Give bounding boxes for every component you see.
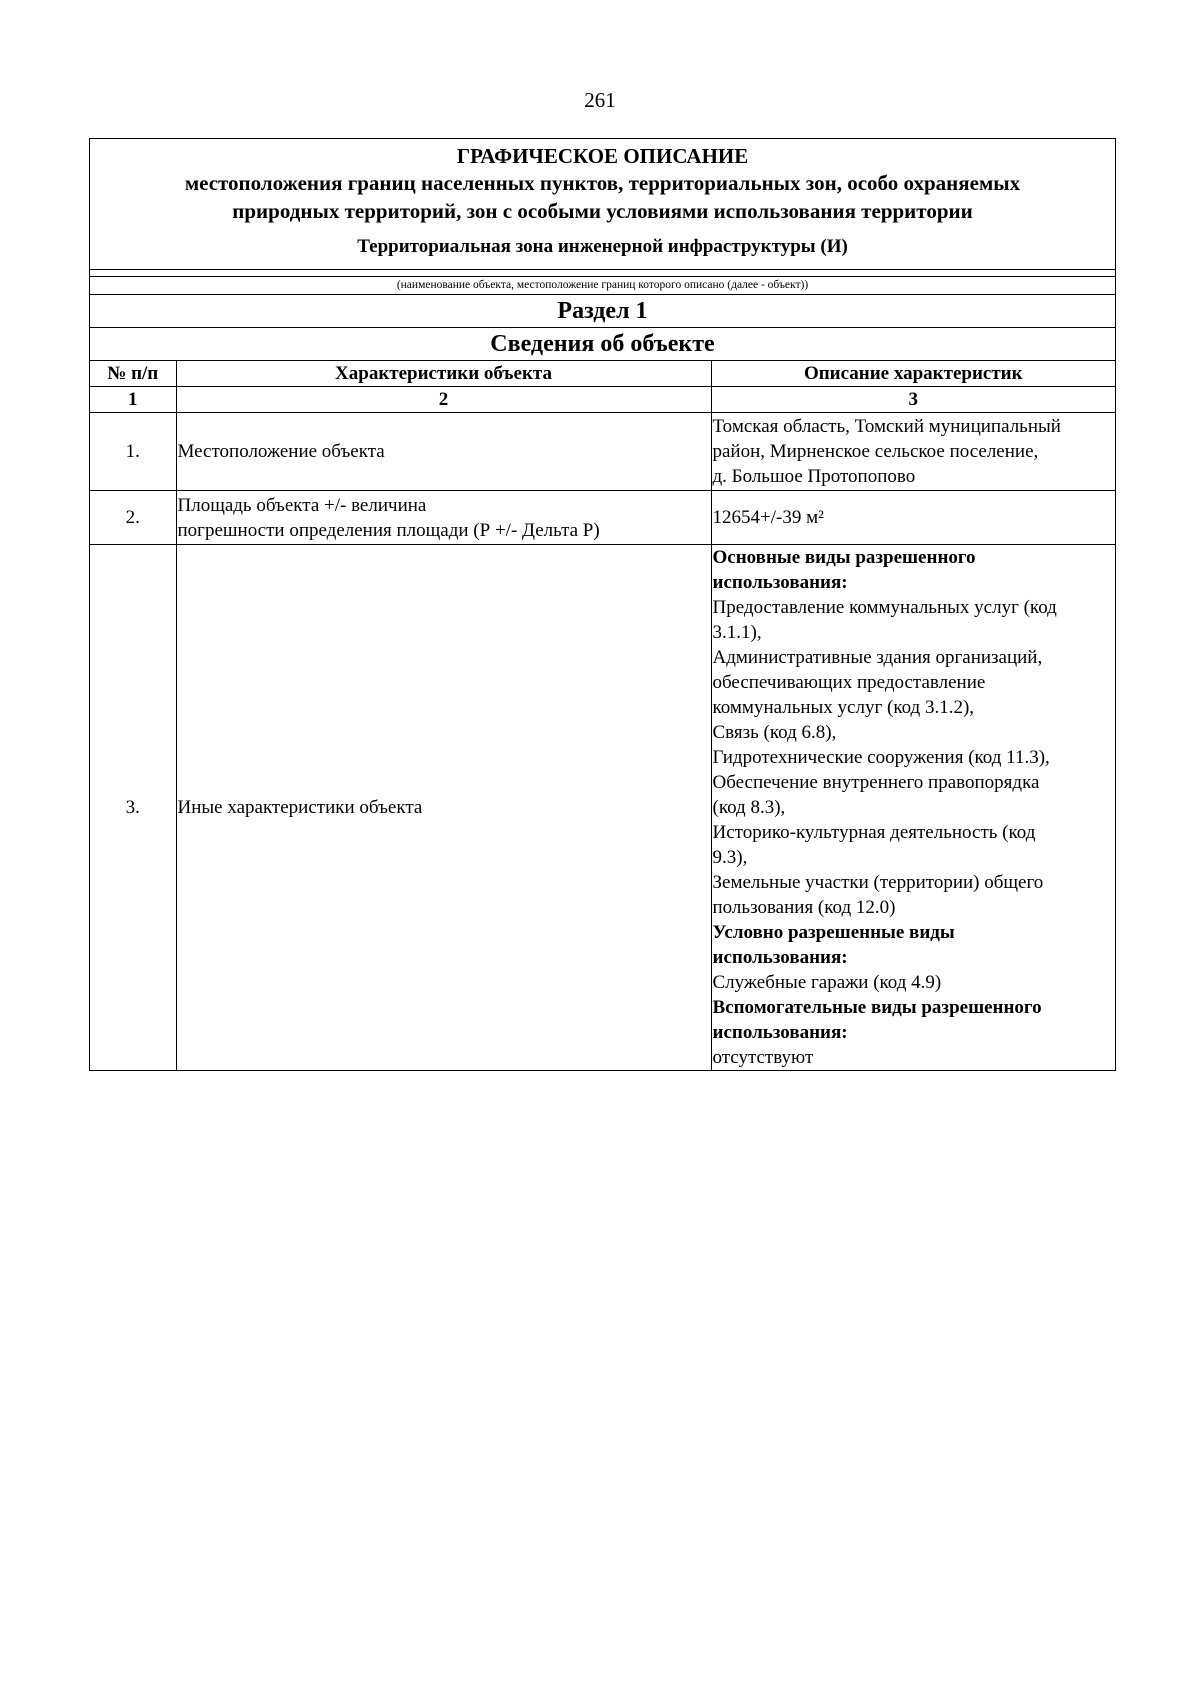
description-line: Вспомогательные виды разрешенного [712, 997, 1042, 1018]
page-number: 261 [584, 88, 616, 112]
description-line: Гидротехнические сооружения (код 11.3), [712, 747, 1050, 768]
document-title: ГРАФИЧЕСКОЕ ОПИСАНИЕ [456, 144, 749, 168]
characteristic-line: Площадь объекта +/- величина [177, 494, 427, 516]
column-number-2: 2 [176, 387, 711, 413]
description-line: Служебные гаражи (код 4.9) [712, 972, 942, 993]
document-subtitle-line-1: местоположения границ населенных пунктов, территориальных зон, особо охраняемых [184, 171, 1021, 195]
description-line: использования: [712, 1022, 848, 1043]
table-column-number-row [90, 387, 1115, 413]
description-line: 9.3), [712, 847, 748, 868]
description-line: коммунальных услуг (код 3.1.2), [712, 697, 975, 718]
description-line: отсутствуют [712, 1047, 814, 1068]
object-caption: (наименование объекта, местоположение границ которого описано (далее - объект)) [90, 276, 1115, 294]
description-line: Административные здания организаций, [712, 647, 1043, 668]
table-header-row [90, 361, 1115, 387]
description-line: Историко-культурная деятельность (код [712, 822, 1036, 843]
row-description [711, 545, 1115, 1071]
characteristic-line: погрешности определения площади (Р +/- Дельта Р) [177, 519, 600, 541]
column-number-3: 3 [711, 387, 1115, 413]
zone-name: Территориальная зона инженерной инфраструктуры (И) [357, 236, 848, 257]
document-header [90, 139, 1115, 269]
description-line: 3.1.1), [712, 622, 762, 643]
column-header-number: № п/п [90, 361, 176, 387]
table-row [90, 413, 1115, 491]
document-form [89, 138, 1116, 1071]
row-characteristic: Местоположение объекта [176, 413, 711, 491]
description-line: Предоставление коммунальных услуг (код [712, 597, 1057, 618]
column-header-characteristic: Характеристики объекта [176, 361, 711, 387]
description-line: (код 8.3), [712, 797, 786, 818]
description-line: Условно разрешенные виды [712, 922, 955, 943]
characteristics-table [90, 360, 1115, 1070]
divider [90, 269, 1115, 276]
row-number: 3. [90, 545, 176, 1071]
row-characteristic: Иные характеристики объекта [176, 545, 711, 1071]
description-line: район, Мирненское сельское поселение, [712, 441, 1039, 462]
description-line: Обеспечение внутреннего правопорядка [712, 772, 1040, 793]
description-line: Томская область, Томский муниципальный [712, 416, 1061, 437]
column-number-1: 1 [90, 387, 176, 413]
row-number: 1. [90, 413, 176, 491]
document-subtitle-line-2: природных территорий, зон с особыми условиями использования территории [232, 199, 973, 223]
description-line: использования: [712, 947, 848, 968]
table-row [90, 545, 1115, 1071]
row-description [711, 413, 1115, 491]
column-header-description: Описание характеристик [711, 361, 1115, 387]
description-line: использования: [712, 572, 848, 593]
section-title: Раздел 1 [90, 294, 1115, 327]
description-line: пользования (код 12.0) [712, 897, 896, 918]
table-row [90, 491, 1115, 545]
row-description: 12654+/-39 м² [711, 491, 1115, 545]
section-subtitle: Сведения об объекте [90, 327, 1115, 360]
description-line: Земельные участки (территории) общего [712, 872, 1044, 893]
description-line: д. Большое Протопопово [712, 466, 916, 487]
row-number: 2. [90, 491, 176, 545]
description-line: обеспечивающих предоставление [712, 672, 986, 693]
description-line: Основные виды разрешенного [712, 547, 976, 568]
description-line: Связь (код 6.8), [712, 722, 837, 743]
row-characteristic [176, 491, 711, 545]
